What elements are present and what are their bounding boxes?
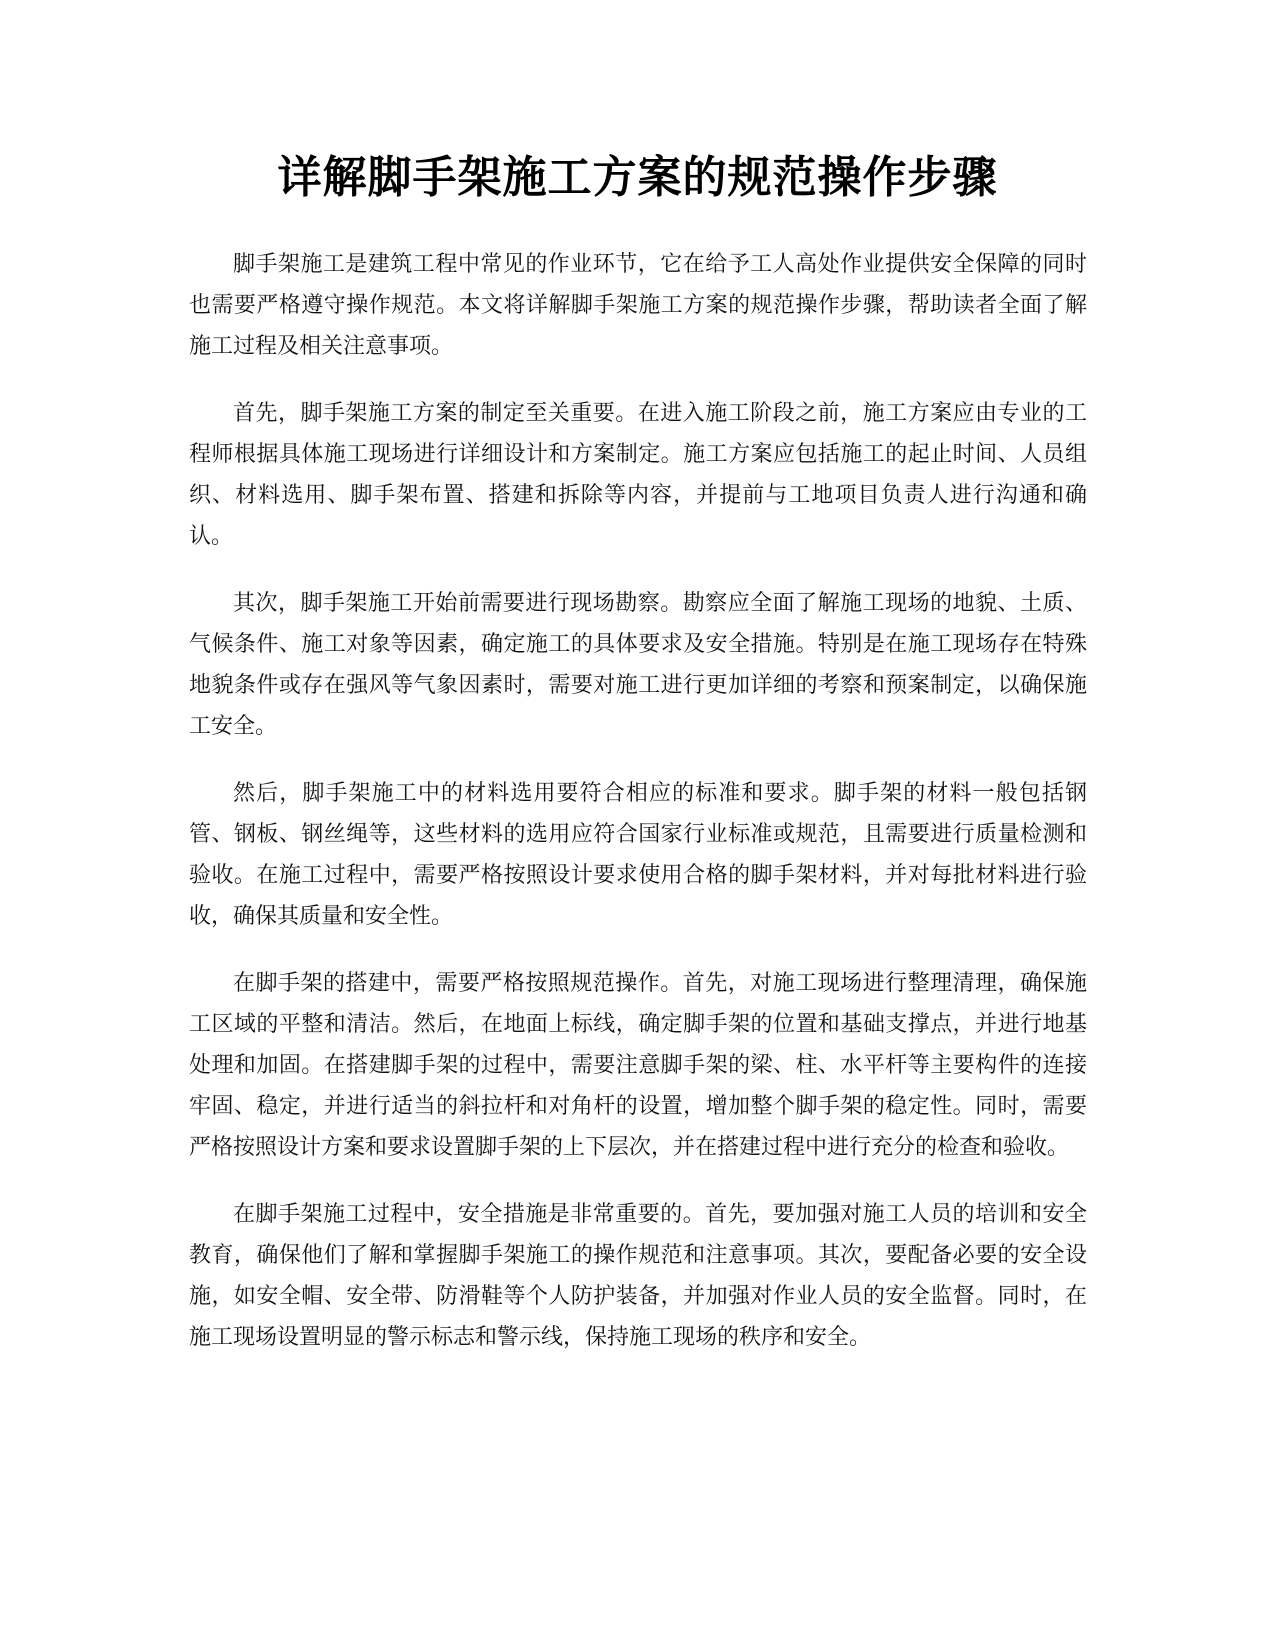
paragraph-erection: 在脚手架的搭建中，需要严格按照规范操作。首先，对施工现场进行整理清理，确保施工区域的平整和清洁。然后，在地面上标线，确定脚手架的位置和基础支撑点，并进行地基处理和加固。在搭建脚手架的过程中，需要注意脚手架的梁、柱、水平杆等主要构件的连接牢固、稳定，并进行适当的斜拉杆和对角杆的设置，增加整个脚手架的稳定性。同时，需要严格按照设计方案和要求设置脚手架的上下层次，并在搭建过程中进行充分的检查和验收。 [189, 971, 1087, 1160]
paragraph-survey: 其次，脚手架施工开始前需要进行现场勘察。勘察应全面了解施工现场的地貌、土质、气候条件、施工对象等因素，确定施工的具体要求及安全措施。特别是在施工现场存在特殊地貌条件或存在强风等气象因素时，需要对施工进行更加详细的考察和预案制定，以确保施工安全。 [189, 591, 1087, 739]
paragraph-safety: 在脚手架施工过程中，安全措施是非常重要的。首先，要加强对施工人员的培训和安全教育，确保他们了解和掌握脚手架施工的操作规范和注意事项。其次，要配备必要的安全设施，如安全帽、安全带、防滑鞋等个人防护装备，并加强对作业人员的安全监督。同时，在施工现场设置明显的警示标志和警示线，保持施工现场的秩序和安全。 [189, 1202, 1087, 1350]
paragraph-materials: 然后，脚手架施工中的材料选用要符合相应的标准和要求。脚手架的材料一般包括钢管、钢板、钢丝绳等，这些材料的选用应符合国家行业标准或规范，且需要进行质量检测和验收。在施工过程中，需要严格按照设计要求使用合格的脚手架材料，并对每批材料进行验收，确保其质量和安全性。 [189, 781, 1087, 929]
document-body [189, 244, 1087, 1384]
document-title: 详解脚手架施工方案的规范操作步骤 [277, 152, 998, 203]
paragraph-plan: 首先，脚手架施工方案的制定至关重要。在进入施工阶段之前，施工方案应由专业的工程师根据具体施工现场进行详细设计和方案制定。施工方案应包括施工的起止时间、人员组织、材料选用、脚手架布置、搭建和拆除等内容，并提前与工地项目负责人进行沟通和确认。 [189, 401, 1087, 549]
paragraph-intro: 脚手架施工是建筑工程中常见的作业环节，它在给予工人高处作业提供安全保障的同时也需要严格遵守操作规范。本文将详解脚手架施工方案的规范操作步骤，帮助读者全面了解施工过程及相关注意事项。 [189, 252, 1087, 359]
